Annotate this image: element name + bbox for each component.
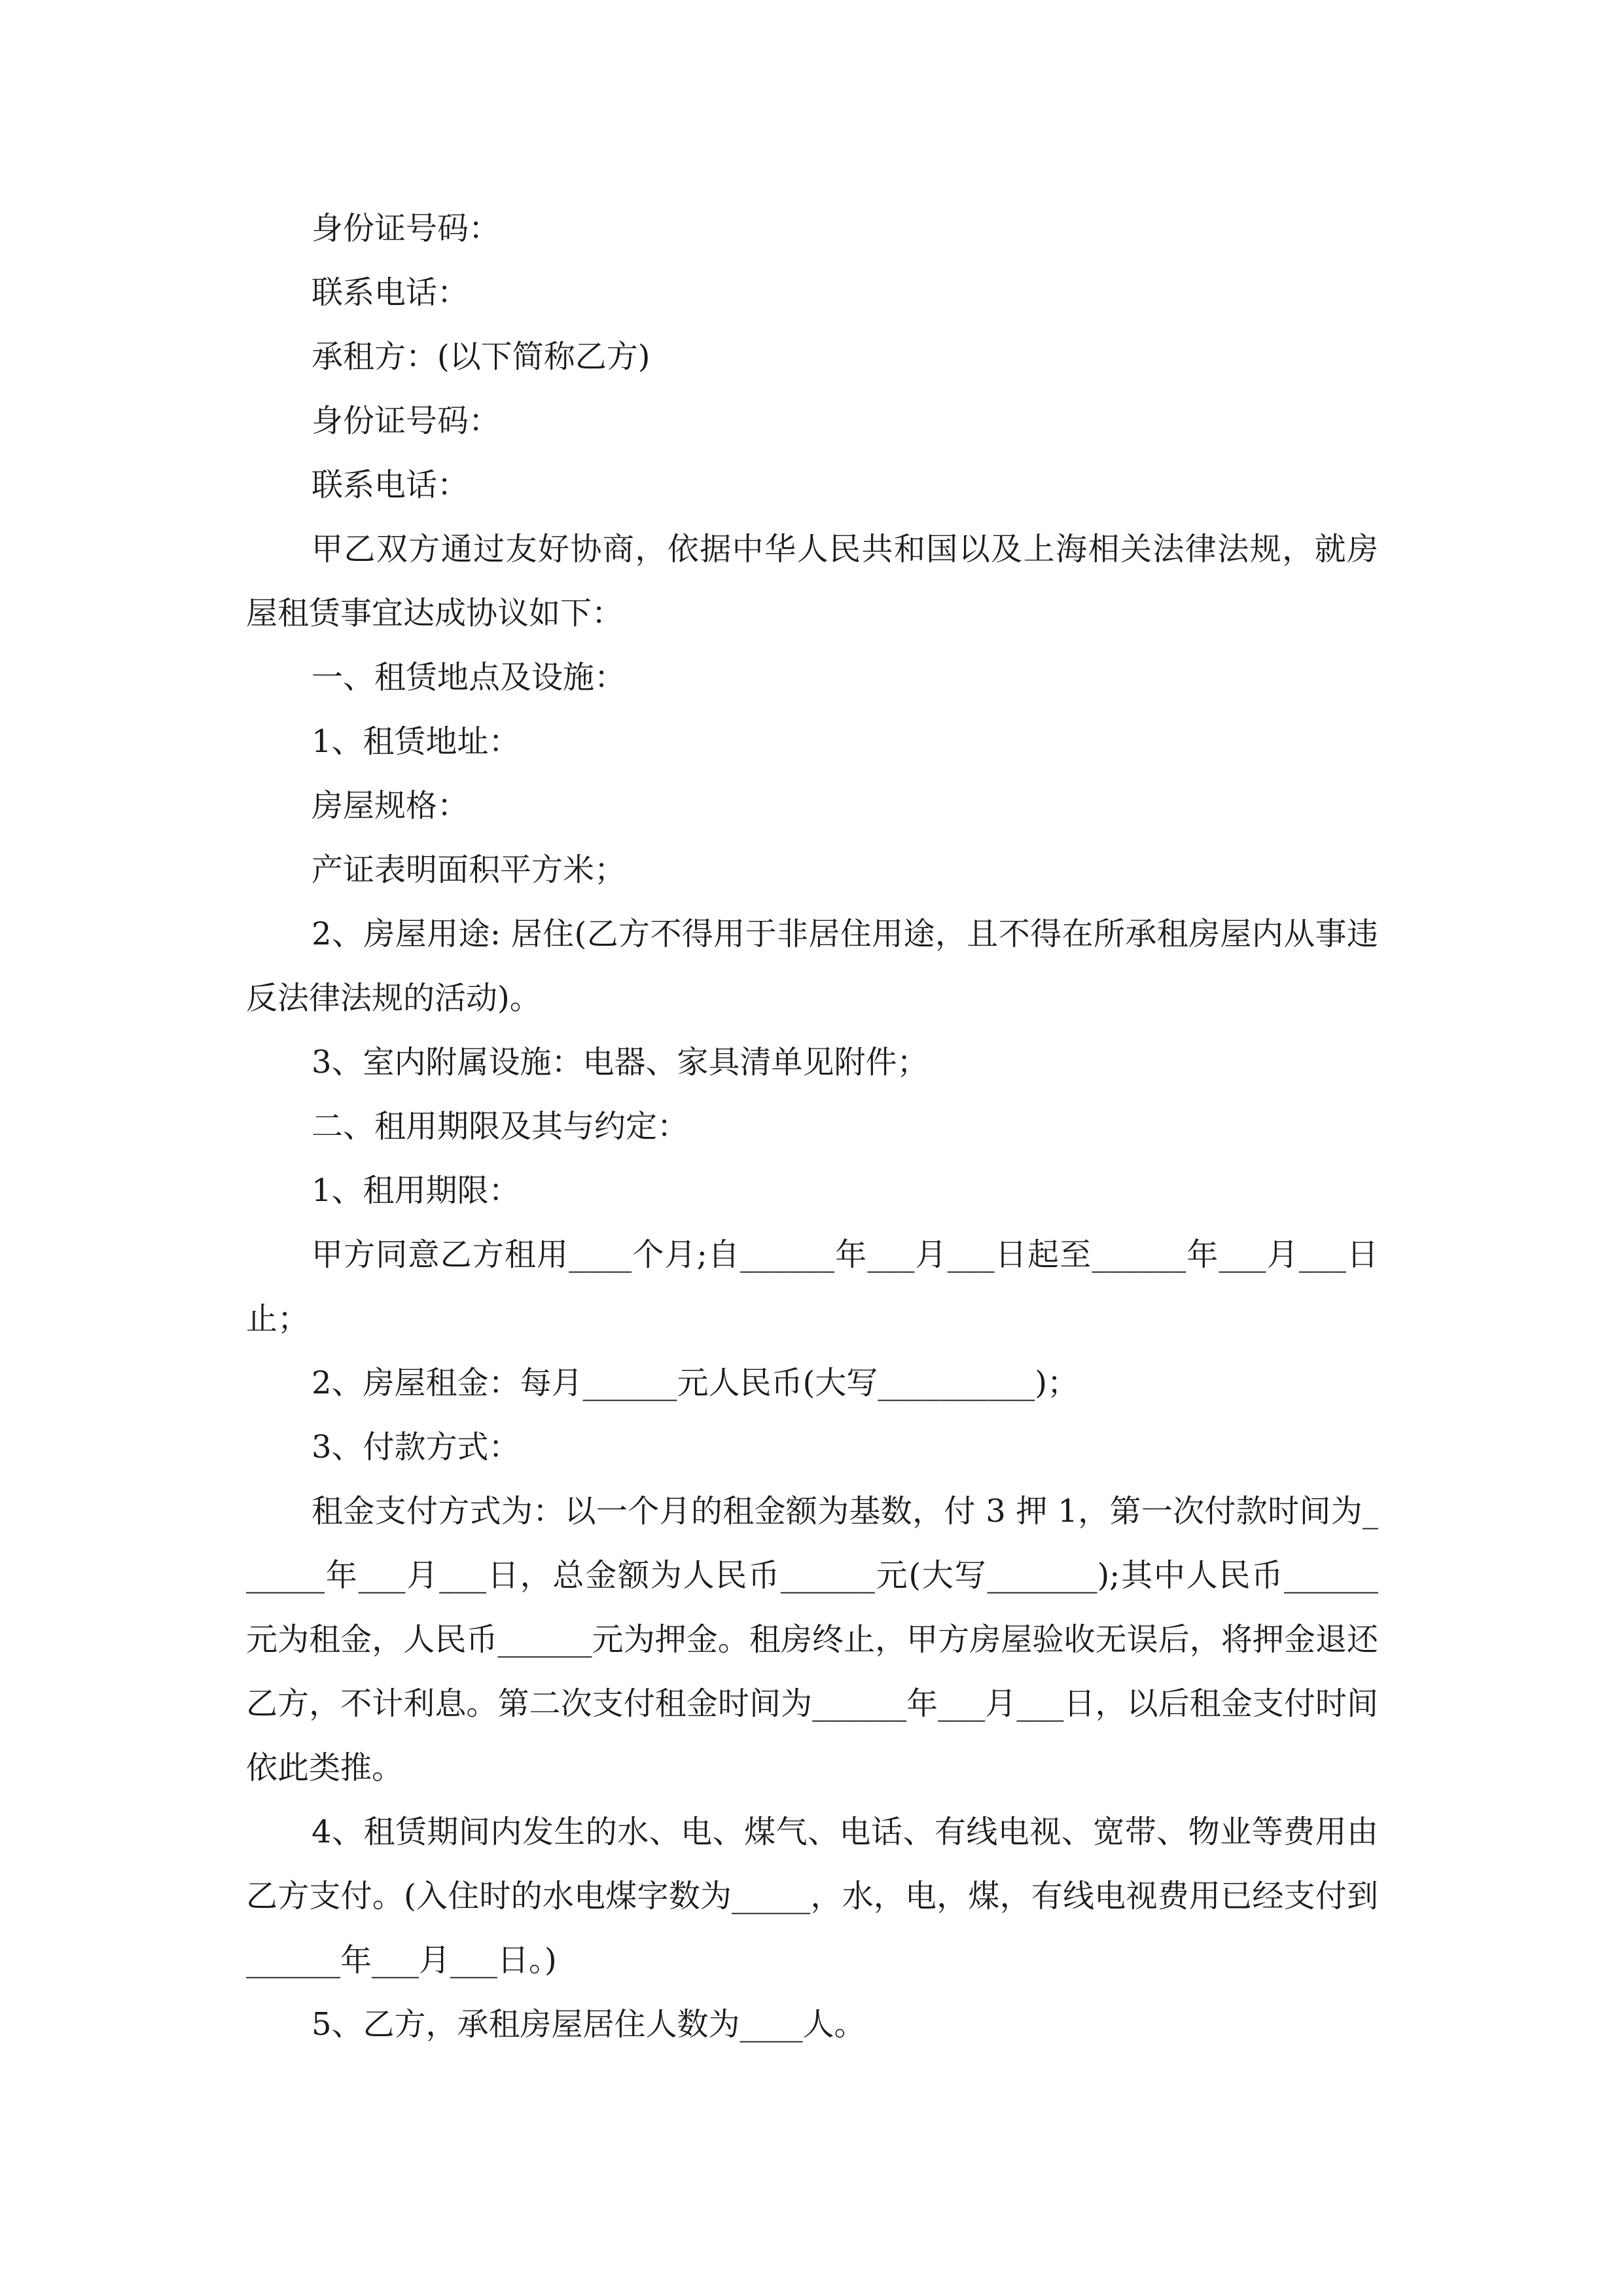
landlord-id-number: 身份证号码： xyxy=(312,210,501,247)
clause-utilities: 4、租赁期间内发生的水、电、煤气、电话、有线电视、宽带、物业等费用由乙方支付。(入住时的水电煤字数为_____，水，电，煤，有线电视费用已经支付到______年___月___日。) xyxy=(246,1814,1378,1979)
clause-specification: 房屋规格： xyxy=(312,787,469,824)
agreement-preamble: 甲乙双方通过友好协商，依据中华人民共和国以及上海相关法律法规，就房屋租赁事宜达成协议如下： xyxy=(246,531,1378,632)
document-body xyxy=(246,196,1378,2056)
section-heading-location: 一、租赁地点及设施： xyxy=(312,659,626,696)
clause-facilities: 3、室内附属设施：电器、家具清单见附件； xyxy=(312,1044,929,1081)
clause-area: 产证表明面积平方米； xyxy=(312,852,626,888)
clause-usage: 2、房屋用途: 居住(乙方不得用于非居住用途，且不得在所承租房屋内从事违反法律法规的活动)。 xyxy=(246,916,1378,1016)
tenant-phone: 联系电话： xyxy=(312,467,469,503)
tenant-label: 承租方：(以下简称乙方) xyxy=(312,338,651,375)
tenant-id-number: 身份证号码： xyxy=(312,403,501,439)
clause-term-title: 1、租用期限： xyxy=(312,1172,520,1209)
clause-rent: 2、房屋租金：每月______元人民币(大写__________)； xyxy=(312,1365,1079,1401)
clause-payment-detail: 租金支付方式为：以一个月的租金额为基数，付 3 押 1，第一次付款时间为______年___月___日，总金额为人民币______元(大写_______);其中人民币______元为租金，人民币______元为押金。租房终止，甲方房屋验收无误后，将押金退还乙方，不计利息。第二次支付租金时间为______年___月___日，以后租金支付时间依此类推。 xyxy=(246,1493,1378,1786)
clause-occupants: 5、乙方，承租房屋居住人数为____人。 xyxy=(312,2006,866,2043)
landlord-phone: 联系电话： xyxy=(312,274,469,311)
clause-address: 1、租赁地址： xyxy=(312,723,520,760)
clause-term-detail: 甲方同意乙方租用____个月;自______年___月___日起至______年___月___日止； xyxy=(246,1236,1378,1337)
clause-payment-title: 3、付款方式： xyxy=(312,1429,520,1465)
section-heading-term: 二、租用期限及其与约定： xyxy=(312,1108,689,1145)
